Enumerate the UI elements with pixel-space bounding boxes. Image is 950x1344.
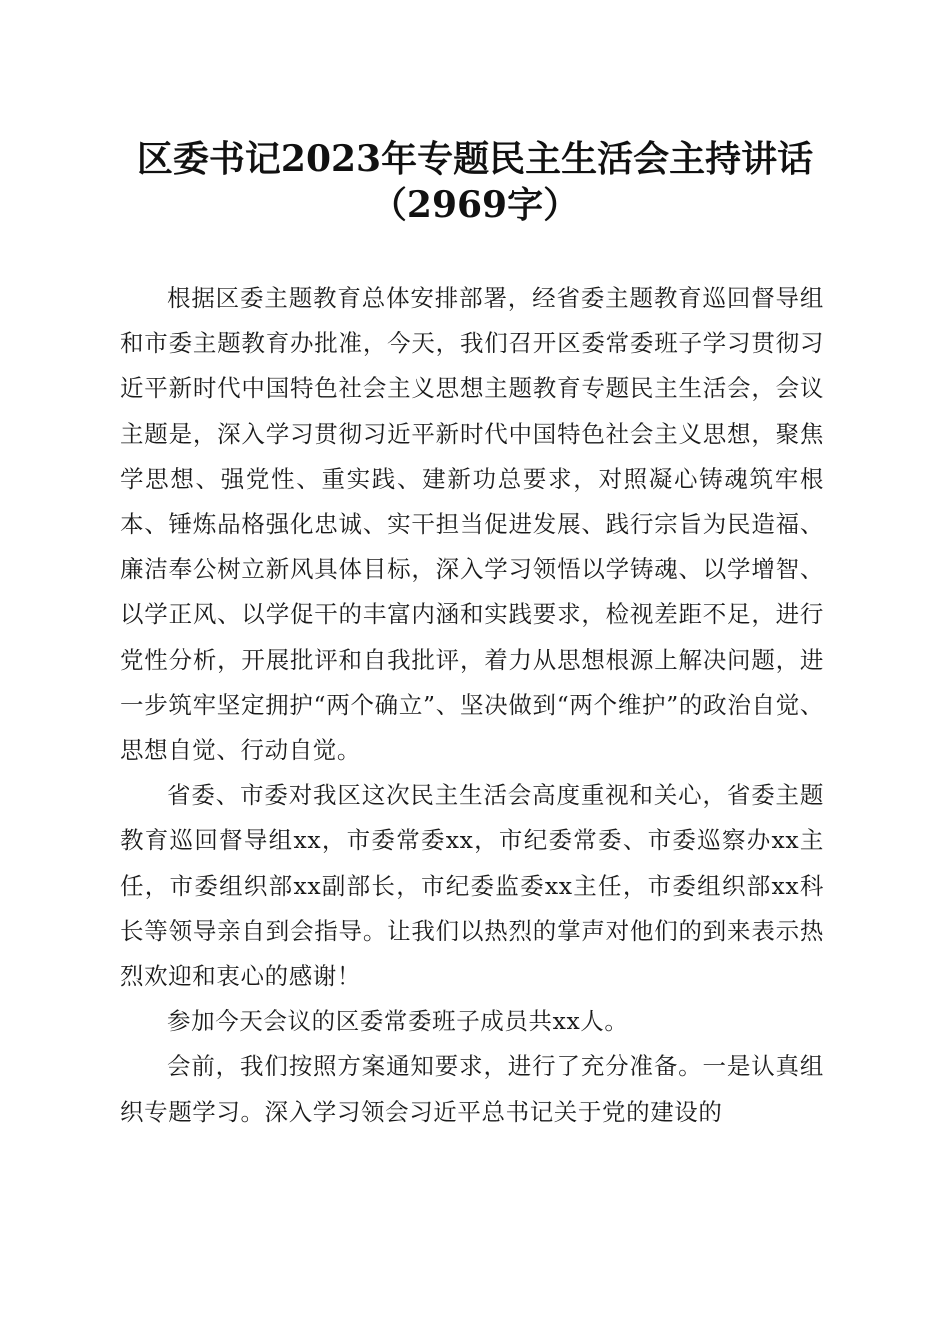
document-title bbox=[100, 136, 850, 228]
paragraph-preparation: 会前，我们按照方案通知要求，进行了充分准备。一是认真组织专题学习。深入学习领会习近平总书记关于党的建设的 bbox=[120, 1052, 824, 1126]
paragraph-intro: 根据区委主题教育总体安排部署，经省委主题教育巡回督导组和市委主题教育办批准，今天，我们召开区委常委班子学习贯彻习近平新时代中国特色社会主义思想主题教育专题民主生活会，会议主题是，深入学习贯彻习近平新时代中国特色社会主义思想，聚焦学思想、强党性、重实践、建新功总要求，对照凝心铸魂筑牢根本、锤炼品格强化忠诚、实干担当促进发展、践行宗旨为民造福、廉洁奉公树立新风具体目标，深入学习领悟以学铸魂、以学增智、以学正风、以学促干的丰富内涵和实践要求，检视差距不足，进行党性分析，开展批评和自我批评，着力从思想根源上解决问题，进一步筑牢坚定拥护“两个确立”、坚决做到“两个维护”的政治自觉、思想自觉、行动自觉。 bbox=[120, 284, 824, 765]
paragraph-attendance: 参加今天会议的区委常委班子成员共xx人。 bbox=[167, 1007, 629, 1036]
title-main: 区委书记2023年专题民主生活会主持讲话 bbox=[136, 138, 814, 180]
title-word-count: （2969字） bbox=[370, 184, 580, 226]
paragraph-guests: 省委、市委对我区这次民主生活会高度重视和关心，省委主题教育巡回督导组xx，市委常委xx，市纪委常委、市委巡察办xx主任，市委组织部xx副部长，市纪委监委xx主任，市委组织部xx科长等领导亲自到会指导。让我们以热烈的掌声对他们的到来表示热烈欢迎和衷心的感谢！ bbox=[120, 781, 824, 991]
document-body bbox=[120, 276, 824, 1135]
